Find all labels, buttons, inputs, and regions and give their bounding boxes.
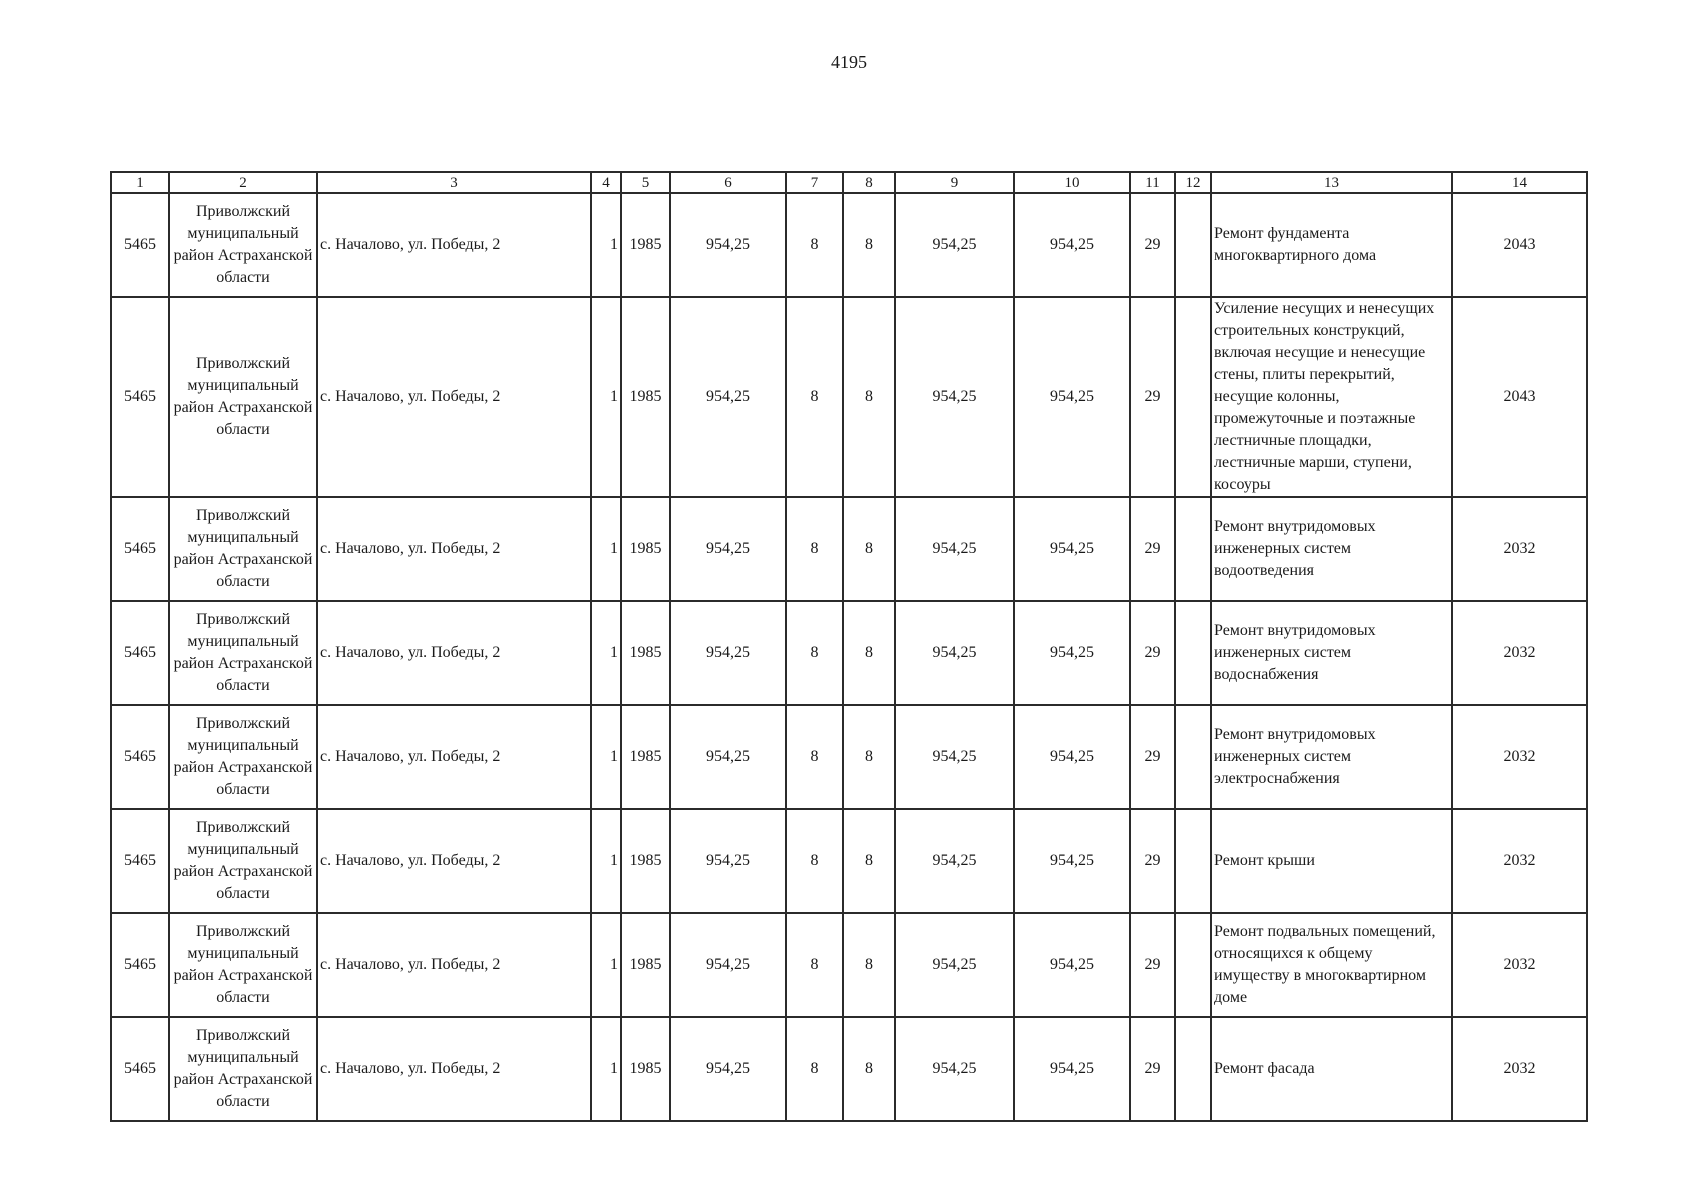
col7-cell: 8 xyxy=(786,193,843,297)
work-type-cell: Ремонт крыши xyxy=(1211,809,1452,913)
table-row xyxy=(111,601,1587,705)
plan-year-cell: 2032 xyxy=(1452,1017,1587,1121)
year-cell: 1985 xyxy=(621,913,670,1017)
col9-cell: 954,25 xyxy=(895,1017,1014,1121)
col10-cell: 954,25 xyxy=(1014,913,1130,1017)
year-cell: 1985 xyxy=(621,809,670,913)
work-type-cell: Ремонт внутридомовых инженерных систем водоснабжения xyxy=(1211,601,1452,705)
row-number-cell: 5465 xyxy=(111,297,169,497)
table-row xyxy=(111,705,1587,809)
work-type-cell: Усиление несущих и ненесущих строительных конструкций, включая несущие и ненесущие стены, плиты перекрытий, несущие колонны, промежуточные и поэтажные лестничные площадки, лестничные марши, ступени, косоуры xyxy=(1211,297,1452,497)
year-cell: 1985 xyxy=(621,1017,670,1121)
col4-cell: 1 xyxy=(591,297,621,497)
column-header: 3 xyxy=(317,172,591,193)
row-number-cell: 5465 xyxy=(111,601,169,705)
plan-year-cell: 2032 xyxy=(1452,913,1587,1017)
address-cell: с. Началово, ул. Победы, 2 xyxy=(317,297,591,497)
plan-year-cell: 2032 xyxy=(1452,601,1587,705)
col6-cell: 954,25 xyxy=(670,601,786,705)
plan-year-cell: 2043 xyxy=(1452,297,1587,497)
row-number-cell: 5465 xyxy=(111,913,169,1017)
district-cell: Приволжский муниципальный район Астраханской области xyxy=(169,1017,317,1121)
column-header: 2 xyxy=(169,172,317,193)
column-header: 12 xyxy=(1175,172,1211,193)
col8-cell: 8 xyxy=(843,1017,895,1121)
plan-year-cell: 2032 xyxy=(1452,809,1587,913)
address-cell: с. Началово, ул. Победы, 2 xyxy=(317,705,591,809)
col4-cell: 1 xyxy=(591,705,621,809)
year-cell: 1985 xyxy=(621,193,670,297)
row-number-cell: 5465 xyxy=(111,705,169,809)
col11-cell: 29 xyxy=(1130,497,1175,601)
row-number-cell: 5465 xyxy=(111,193,169,297)
col9-cell: 954,25 xyxy=(895,913,1014,1017)
district-cell: Приволжский муниципальный район Астраханской области xyxy=(169,913,317,1017)
plan-year-cell: 2032 xyxy=(1452,497,1587,601)
district-cell: Приволжский муниципальный район Астраханской области xyxy=(169,193,317,297)
year-cell: 1985 xyxy=(621,297,670,497)
work-type-cell: Ремонт внутридомовых инженерных систем электроснабжения xyxy=(1211,705,1452,809)
work-type-cell: Ремонт подвальных помещений, относящихся к общему имуществу в многоквартирном доме xyxy=(1211,913,1452,1017)
col6-cell: 954,25 xyxy=(670,497,786,601)
col11-cell: 29 xyxy=(1130,809,1175,913)
table-row xyxy=(111,1017,1587,1121)
col4-cell: 1 xyxy=(591,601,621,705)
col8-cell: 8 xyxy=(843,193,895,297)
col6-cell: 954,25 xyxy=(670,193,786,297)
col11-cell: 29 xyxy=(1130,705,1175,809)
row-number-cell: 5465 xyxy=(111,1017,169,1121)
col11-cell: 29 xyxy=(1130,1017,1175,1121)
col12-cell xyxy=(1175,1017,1211,1121)
column-header: 7 xyxy=(786,172,843,193)
district-cell: Приволжский муниципальный район Астраханской области xyxy=(169,497,317,601)
col10-cell: 954,25 xyxy=(1014,497,1130,601)
col4-cell: 1 xyxy=(591,193,621,297)
col12-cell xyxy=(1175,497,1211,601)
column-header: 14 xyxy=(1452,172,1587,193)
district-cell: Приволжский муниципальный район Астраханской области xyxy=(169,705,317,809)
column-header: 5 xyxy=(621,172,670,193)
col9-cell: 954,25 xyxy=(895,705,1014,809)
col7-cell: 8 xyxy=(786,705,843,809)
column-header: 13 xyxy=(1211,172,1452,193)
district-cell: Приволжский муниципальный район Астраханской области xyxy=(169,601,317,705)
column-header: 4 xyxy=(591,172,621,193)
col8-cell: 8 xyxy=(843,809,895,913)
table-row xyxy=(111,809,1587,913)
column-number-row xyxy=(111,172,1587,193)
col12-cell xyxy=(1175,297,1211,497)
work-type-cell: Ремонт фундамента многоквартирного дома xyxy=(1211,193,1452,297)
col12-cell xyxy=(1175,809,1211,913)
work-type-cell: Ремонт внутридомовых инженерных систем водоотведения xyxy=(1211,497,1452,601)
column-header: 6 xyxy=(670,172,786,193)
row-number-cell: 5465 xyxy=(111,809,169,913)
col11-cell: 29 xyxy=(1130,601,1175,705)
col8-cell: 8 xyxy=(843,497,895,601)
col4-cell: 1 xyxy=(591,809,621,913)
col10-cell: 954,25 xyxy=(1014,601,1130,705)
column-header: 1 xyxy=(111,172,169,193)
column-header: 9 xyxy=(895,172,1014,193)
col12-cell xyxy=(1175,913,1211,1017)
col6-cell: 954,25 xyxy=(670,297,786,497)
district-cell: Приволжский муниципальный район Астраханской области xyxy=(169,809,317,913)
address-cell: с. Началово, ул. Победы, 2 xyxy=(317,1017,591,1121)
col9-cell: 954,25 xyxy=(895,601,1014,705)
address-cell: с. Началово, ул. Победы, 2 xyxy=(317,193,591,297)
col12-cell xyxy=(1175,193,1211,297)
col7-cell: 8 xyxy=(786,297,843,497)
address-cell: с. Началово, ул. Победы, 2 xyxy=(317,497,591,601)
col6-cell: 954,25 xyxy=(670,705,786,809)
col8-cell: 8 xyxy=(843,297,895,497)
column-header: 11 xyxy=(1130,172,1175,193)
page-number: 4195 xyxy=(831,52,867,72)
table-row xyxy=(111,913,1587,1017)
plan-year-cell: 2032 xyxy=(1452,705,1587,809)
row-number-cell: 5465 xyxy=(111,497,169,601)
address-cell: с. Началово, ул. Победы, 2 xyxy=(317,809,591,913)
address-cell: с. Началово, ул. Победы, 2 xyxy=(317,913,591,1017)
col6-cell: 954,25 xyxy=(670,913,786,1017)
col8-cell: 8 xyxy=(843,705,895,809)
col7-cell: 8 xyxy=(786,1017,843,1121)
work-type-cell: Ремонт фасада xyxy=(1211,1017,1452,1121)
col10-cell: 954,25 xyxy=(1014,193,1130,297)
table-row xyxy=(111,297,1587,497)
col9-cell: 954,25 xyxy=(895,297,1014,497)
col9-cell: 954,25 xyxy=(895,193,1014,297)
year-cell: 1985 xyxy=(621,497,670,601)
year-cell: 1985 xyxy=(621,601,670,705)
col4-cell: 1 xyxy=(591,1017,621,1121)
plan-year-cell: 2043 xyxy=(1452,193,1587,297)
col10-cell: 954,25 xyxy=(1014,1017,1130,1121)
col8-cell: 8 xyxy=(843,601,895,705)
capital-repair-table xyxy=(110,171,1588,1122)
column-header: 10 xyxy=(1014,172,1130,193)
col7-cell: 8 xyxy=(786,913,843,1017)
table-body xyxy=(111,193,1587,1121)
col12-cell xyxy=(1175,705,1211,809)
col11-cell: 29 xyxy=(1130,297,1175,497)
district-cell: Приволжский муниципальный район Астраханской области xyxy=(169,297,317,497)
year-cell: 1985 xyxy=(621,705,670,809)
col6-cell: 954,25 xyxy=(670,1017,786,1121)
col4-cell: 1 xyxy=(591,497,621,601)
col9-cell: 954,25 xyxy=(895,497,1014,601)
col10-cell: 954,25 xyxy=(1014,705,1130,809)
col8-cell: 8 xyxy=(843,913,895,1017)
col12-cell xyxy=(1175,601,1211,705)
col7-cell: 8 xyxy=(786,809,843,913)
table-row xyxy=(111,497,1587,601)
column-header: 8 xyxy=(843,172,895,193)
col4-cell: 1 xyxy=(591,913,621,1017)
col11-cell: 29 xyxy=(1130,913,1175,1017)
address-cell: с. Началово, ул. Победы, 2 xyxy=(317,601,591,705)
col10-cell: 954,25 xyxy=(1014,809,1130,913)
col10-cell: 954,25 xyxy=(1014,297,1130,497)
col7-cell: 8 xyxy=(786,497,843,601)
table-row xyxy=(111,193,1587,297)
col7-cell: 8 xyxy=(786,601,843,705)
col11-cell: 29 xyxy=(1130,193,1175,297)
col9-cell: 954,25 xyxy=(895,809,1014,913)
col6-cell: 954,25 xyxy=(670,809,786,913)
